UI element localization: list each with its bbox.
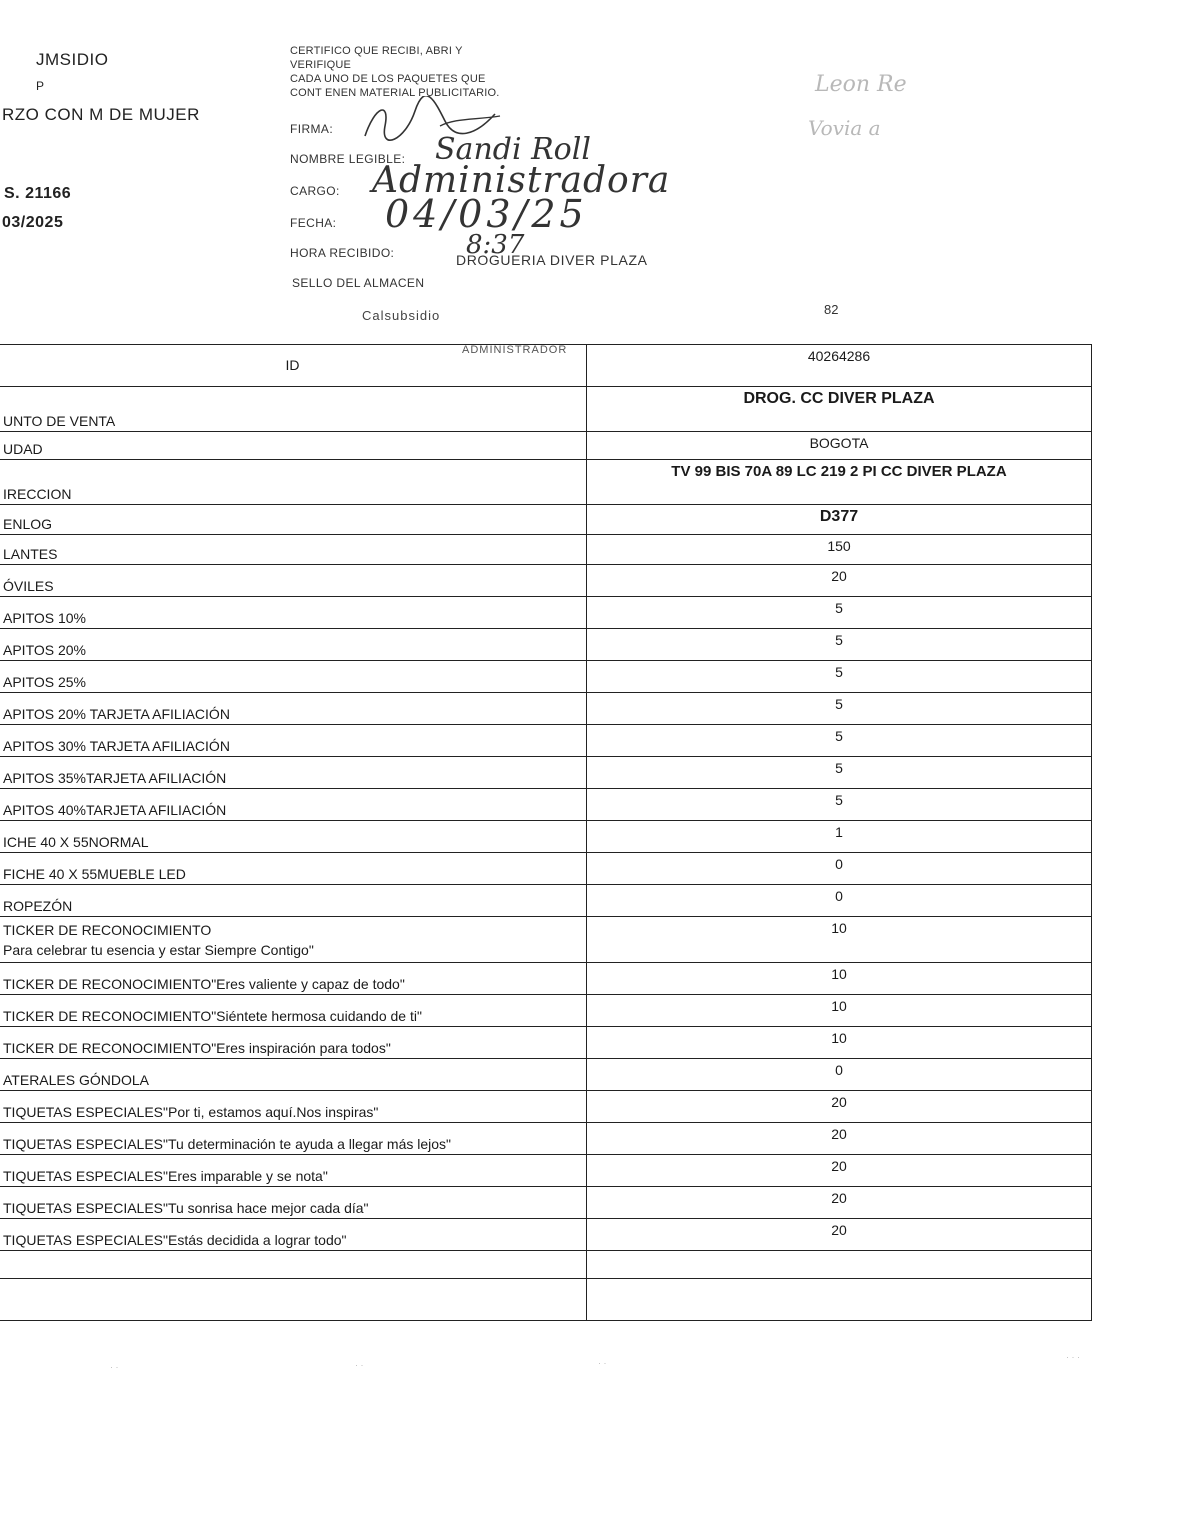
row-key: APITOS 20%: [0, 629, 587, 661]
row-key: TIQUETAS ESPECIALES"Estás decidida a lograr todo": [0, 1219, 587, 1251]
row-key: ATERALES GÓNDOLA: [0, 1059, 587, 1091]
row-key: ENLOG: [0, 505, 587, 535]
row-key: APITOS 25%: [0, 661, 587, 693]
table-row: [0, 460, 1092, 505]
row-value: 0: [587, 853, 1092, 885]
row-key: TIQUETAS ESPECIALES"Tu sonrisa hace mejor cada día": [0, 1187, 587, 1219]
sello-label: SELLO DEL ALMACEN: [292, 276, 425, 290]
row-value: 20: [587, 565, 1092, 597]
table-row: [0, 789, 1092, 821]
cargo-handwritten: Administradora: [372, 160, 671, 201]
table-row: [0, 661, 1092, 693]
table-row: [0, 757, 1092, 789]
table-row: [0, 995, 1092, 1027]
row-value: 5: [587, 661, 1092, 693]
table-row: [0, 1091, 1092, 1123]
row-value: 10: [587, 917, 1092, 963]
table-row: [0, 1279, 1092, 1321]
row-key: [0, 917, 587, 963]
table-row: [0, 885, 1092, 917]
cert-line-2: VERIFIQUE: [290, 59, 352, 71]
table-row: [0, 1123, 1092, 1155]
row-value: D377: [587, 505, 1092, 535]
row-value: DROG. CC DIVER PLAZA: [587, 387, 1092, 432]
table-row: [0, 387, 1092, 432]
row-key: [0, 1251, 587, 1279]
row-value: [587, 1279, 1092, 1321]
row-key-line-1: TICKER DE RECONOCIMIENTO: [3, 922, 212, 938]
row-value: 40264286: [587, 345, 1092, 387]
row-key: TICKER DE RECONOCIMIENTO"Eres valiente y capaz de todo": [0, 963, 587, 995]
cert-line-4: CONT ENEN MATERIAL PUBLICITARIO.: [290, 87, 500, 99]
row-key: ID: [0, 345, 587, 387]
row-key: ROPEZÓN: [0, 885, 587, 917]
row-key-line-2: Para celebrar tu esencia y estar Siempre Contigo": [3, 942, 314, 958]
stamp-store-name: DROGUERIA DIVER PLAZA: [456, 252, 648, 268]
firma-label: FIRMA:: [290, 122, 334, 136]
cert-line-1: CERTIFICO QUE RECIBI, ABRI Y: [290, 45, 463, 57]
row-key: APITOS 10%: [0, 597, 587, 629]
table-row: [0, 505, 1092, 535]
row-key: APITOS 30% TARJETA AFILIACIÓN: [0, 725, 587, 757]
row-value: 5: [587, 757, 1092, 789]
row-key: TIQUETAS ESPECIALES"Tu determinación te ayuda a llegar más lejos": [0, 1123, 587, 1155]
table-row: [0, 1187, 1092, 1219]
header-campaign-title: RZO CON M DE MUJER: [2, 105, 200, 124]
table-row: [0, 917, 1092, 963]
table-row-id: [0, 345, 1092, 387]
row-value: 10: [587, 963, 1092, 995]
row-key: APITOS 35%TARJETA AFILIACIÓN: [0, 757, 587, 789]
row-key: ICHE 40 X 55NORMAL: [0, 821, 587, 853]
header-number: S. 21166: [4, 185, 72, 202]
row-key: TICKER DE RECONOCIMIENTO"Siéntete hermosa cuidando de ti": [0, 995, 587, 1027]
scan-speck: · · ·: [1066, 1352, 1080, 1362]
fecha-label: FECHA:: [290, 216, 337, 230]
row-value: 150: [587, 535, 1092, 565]
row-value: 5: [587, 693, 1092, 725]
fecha-handwritten: 04/03/25: [385, 192, 588, 236]
row-key: APITOS 20% TARJETA AFILIACIÓN: [0, 693, 587, 725]
row-value: 20: [587, 1187, 1092, 1219]
row-key: FICHE 40 X 55MUEBLE LED: [0, 853, 587, 885]
table-row: [0, 535, 1092, 565]
stamp-logo-text: Calsubsidio: [362, 308, 441, 323]
table-row: [0, 597, 1092, 629]
hora-handwritten: 8:37: [466, 230, 525, 260]
row-value: 5: [587, 597, 1092, 629]
scan-speck: · ·: [355, 1360, 364, 1370]
corner-pencil-note-2: Vovia a: [808, 116, 881, 140]
table-row: [0, 1059, 1092, 1091]
row-value: 20: [587, 1155, 1092, 1187]
row-key: ÓVILES: [0, 565, 587, 597]
nombre-handwritten: Sandi Roll: [435, 132, 591, 167]
row-key: APITOS 40%TARJETA AFILIACIÓN: [0, 789, 587, 821]
table-row: [0, 565, 1092, 597]
row-key: TICKER DE RECONOCIMIENTO"Eres inspiración para todos": [0, 1027, 587, 1059]
table-row: [0, 1027, 1092, 1059]
row-key: UDAD: [0, 432, 587, 460]
table-row: [0, 725, 1092, 757]
row-key: TIQUETAS ESPECIALES"Por ti, estamos aquí.Nos inspiras": [0, 1091, 587, 1123]
header-line-2: P: [36, 79, 45, 93]
table-row: [0, 432, 1092, 460]
row-value: 20: [587, 1091, 1092, 1123]
row-value: 5: [587, 789, 1092, 821]
row-value: 20: [587, 1219, 1092, 1251]
table-row: [0, 629, 1092, 661]
cargo-label: CARGO:: [290, 184, 340, 198]
row-key: TIQUETAS ESPECIALES"Eres imparable y se nota": [0, 1155, 587, 1187]
header-date: 03/2025: [2, 214, 64, 231]
table-row: [0, 693, 1092, 725]
row-value: 1: [587, 821, 1092, 853]
scan-speck: · ·: [598, 1358, 607, 1368]
corner-pencil-note-1: Leon Re: [815, 72, 907, 97]
material-table: [0, 344, 1092, 1321]
header-line-1: JMSIDIO: [36, 50, 109, 69]
row-key: IRECCION: [0, 460, 587, 505]
table-row: [0, 821, 1092, 853]
row-key: UNTO DE VENTA: [0, 387, 587, 432]
page-number: 82: [824, 302, 839, 317]
stamp-role-text: ADMINISTRADOR: [462, 344, 568, 356]
cert-line-3: CADA UNO DE LOS PAQUETES QUE: [290, 73, 486, 85]
row-value: TV 99 BIS 70A 89 LC 219 2 PI CC DIVER PLAZA: [587, 460, 1092, 505]
row-value: 10: [587, 995, 1092, 1027]
row-value: 5: [587, 629, 1092, 661]
row-value: 0: [587, 1059, 1092, 1091]
hora-label: HORA RECIBIDO:: [290, 246, 395, 260]
table-row: [0, 1155, 1092, 1187]
row-value: 20: [587, 1123, 1092, 1155]
table-row: [0, 963, 1092, 995]
scan-speck: · ·: [110, 1362, 119, 1372]
row-key: [0, 1279, 587, 1321]
row-value: [587, 1251, 1092, 1279]
nombre-label: NOMBRE LEGIBLE:: [290, 152, 406, 166]
row-value: 0: [587, 885, 1092, 917]
table-row: [0, 853, 1092, 885]
row-value: 10: [587, 1027, 1092, 1059]
table-row: [0, 1251, 1092, 1279]
row-key: LANTES: [0, 535, 587, 565]
row-value: 5: [587, 725, 1092, 757]
row-value: BOGOTA: [587, 432, 1092, 460]
table-row: [0, 1219, 1092, 1251]
